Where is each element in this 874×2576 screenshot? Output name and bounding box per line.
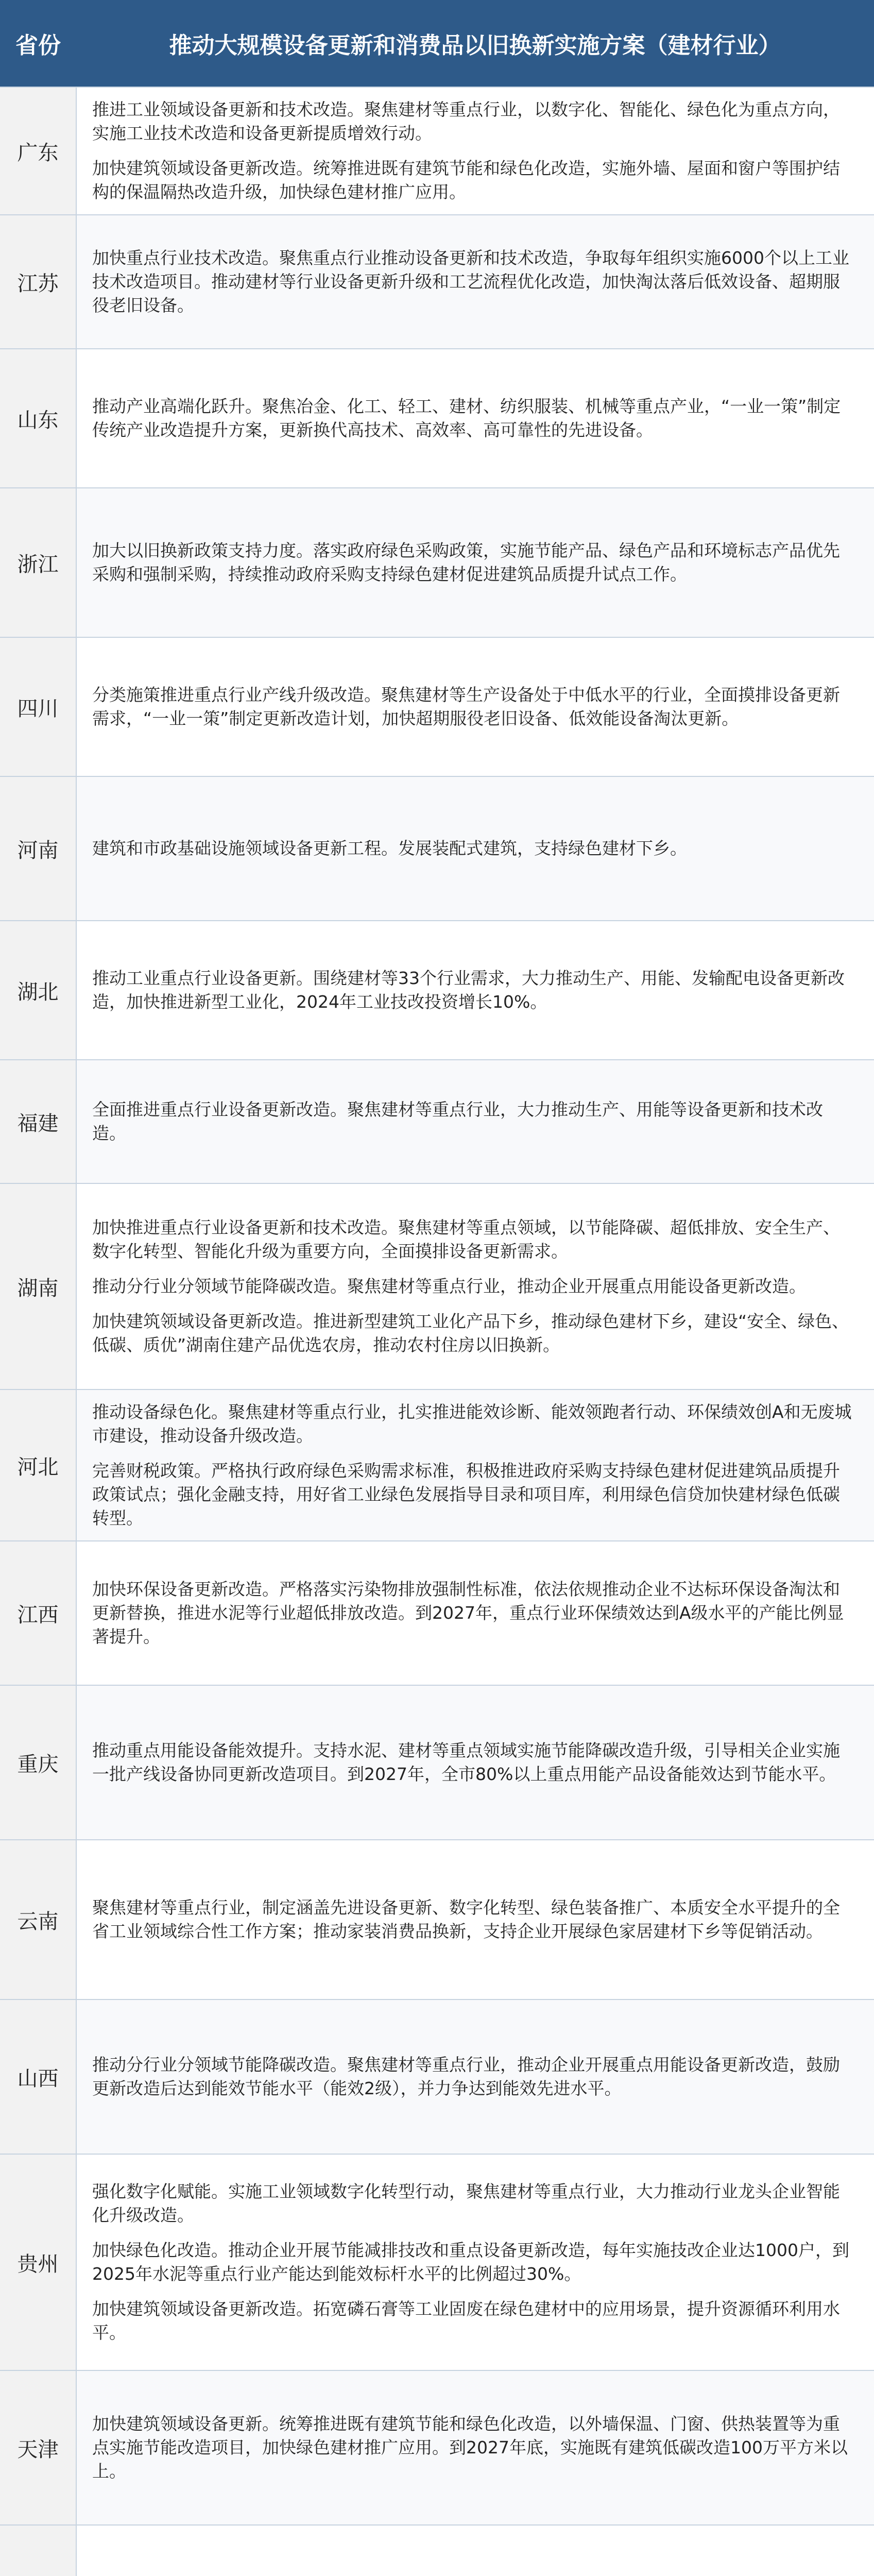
province-cell: 浙江 [0,488,76,637]
policy-paragraph: 加快建筑领域设备更新改造。推进新型建筑工业化产品下乡，推动绿色建材下乡，建设“安全、绿色、低碳、质优”湖南住建产品优选农房，推动农村住房以旧换新。 [92,1311,849,1355]
province-cell: 山西 [0,1999,76,2154]
table-row [0,488,874,637]
policy-paragraph: 加快建筑领域设备更新改造。拓宽磷石膏等工业固废在绿色建材中的应用场景，提升资源循环利用水平。 [92,2299,840,2343]
table-row [0,2525,874,2576]
policy-paragraph: 推进工业领域设备更新和技术改造。聚焦建材等重点行业，以数字化、智能化、绿色化为重点方向，实施工业技术改造和设备更新提质增效行动。 [92,99,840,143]
policy-paragraph: 建筑和市政基础设施领域设备更新工程。发展装配式建筑，支持绿色建材下乡。 [92,838,687,858]
policy-content-cell [76,1840,874,1999]
policy-paragraph: 推动分行业分领域节能降碳改造。聚焦建材等重点行业，推动企业开展重点用能设备更新改造。 [92,1276,806,1296]
table-header [0,0,874,87]
policy-paragraph: 完善财税政策。严格执行政府绿色采购需求标准，积极推进政府采购支持绿色建材促进建筑品质提升政策试点；强化金融支持，用好省工业绿色发展指导目录和项目库，利用绿色信贷加快建材绿色低碳转型。 [92,1461,840,1528]
policy-paragraph: 强化数字化赋能。实施工业领域数字化转型行动，聚焦建材等重点行业，大力推动行业龙头企业智能化升级改造。 [92,2181,840,2225]
policy-paragraph: 推动设备绿色化。聚焦建材等重点行业，扎实推进能效诊断、能效领跑者行动、环保绩效创A和无废城市建设，推动设备升级改造。 [92,1402,852,1446]
province-cell: 江苏 [0,215,76,349]
policy-content-cell [76,215,874,349]
table-row [0,921,874,1060]
policy-content-cell [76,1060,874,1183]
header-content: 推动大规模设备更新和消费品以旧换新实施方案（建材行业） [76,0,874,87]
policy-paragraph: 聚焦建材等重点行业，制定涵盖先进设备更新、数字化转型、绿色装备推广、本质安全水平提升的全省工业领域综合性工作方案；推动家装消费品换新，支持企业开展绿色家居建材下乡等促销活动。 [92,1897,840,1941]
policy-paragraph: 加快重点行业技术改造。聚焦重点行业推动设备更新和技术改造，争取每年组织实施6000个以上工业技术改造项目。推动建材等行业设备更新升级和工艺流程优化改造，加快淘汰落后低效设备、超期服役老旧设备。 [92,248,849,315]
table-row [0,637,874,776]
policy-content-cell [76,488,874,637]
table-row [0,776,874,921]
table-row [0,2154,874,2370]
province-cell: 江西 [0,1541,76,1685]
policy-content-cell [76,921,874,1060]
table-row [0,1389,874,1541]
province-cell: 河北 [0,1389,76,1541]
province-cell: 广东 [0,87,76,215]
policy-paragraph: 加快推进重点行业设备更新和技术改造。聚焦建材等重点领域，以节能降碳、超低排放、安全生产、数字化转型、智能化升级为重要方向，全面摸排设备更新需求。 [92,1217,840,1261]
province-cell: 湖北 [0,921,76,1060]
policy-content-cell [76,2370,874,2525]
policy-paragraph: 全面推进重点行业设备更新改造。聚焦建材等重点行业，大力推动生产、用能等设备更新和技术改造。 [92,1099,823,1143]
policy-paragraph: 加快建筑领域设备更新。统筹推进既有建筑节能和绿色化改造，以外墙保温、门窗、供热装置等为重点实施节能改造项目，加快绿色建材推广应用。到2027年底，实施既有建筑低碳改造100万平方米以上。 [92,2414,848,2481]
province-cell: 四川 [0,637,76,776]
policy-content-cell [76,1541,874,1685]
table-row [0,1541,874,1685]
table-row [0,215,874,349]
province-cell: 云南 [0,1840,76,1999]
policy-paragraph: 加快绿色化改造。推动企业开展节能减排技改和重点设备更新改造，每年实施技改企业达1000户，到2025年水泥等重点行业产能达到能效标杆水平的比例超过30%。 [92,2240,849,2284]
table-row [0,87,874,215]
policy-content-cell [76,637,874,776]
province-cell: 重庆 [0,1685,76,1840]
province-cell: 山东 [0,349,76,488]
table-row [0,349,874,488]
policy-paragraph: 分类施策推进重点行业产线升级改造。聚焦建材等生产设备处于中低水平的行业，全面摸排设备更新需求，“一业一策”制定更新改造计划，加快超期服役老旧设备、低效能设备淘汰更新。 [92,685,840,728]
table-row [0,1685,874,1840]
province-cell [0,2525,76,2576]
policy-paragraph: 推动重点用能设备能效提升。支持水泥、建材等重点领域实施节能降碳改造升级，引导相关企业实施一批产线设备协同更新改造项目。到2027年，全市80%以上重点用能产品设备能效达到节能水平。 [92,1740,840,1784]
policy-paragraph: 加大以旧换新政策支持力度。落实政府绿色采购政策，实施节能产品、绿色产品和环境标志产品优先采购和强制采购，持续推动政府采购支持绿色建材促进建筑品质提升试点工作。 [92,540,840,584]
policy-content-cell [76,1183,874,1389]
table-body [0,87,874,2576]
policy-content-cell [76,776,874,921]
province-cell: 天津 [0,2370,76,2525]
policy-paragraph: 加快建筑领域设备更新改造。统筹推进既有建筑节能和绿色化改造，实施外墙、屋面和窗户等围护结构的保温隔热改造升级，加快绿色建材推广应用。 [92,158,840,202]
table-row [0,1840,874,1999]
province-cell: 福建 [0,1060,76,1183]
policy-content-cell [76,1685,874,1840]
table-row [0,1060,874,1183]
policy-paragraph: 推动分行业分领域节能降碳改造。聚焦建材等重点行业，推动企业开展重点用能设备更新改造，鼓励更新改造后达到能效节能水平（能效2级），并力争达到能效先进水平。 [92,2055,840,2098]
header-province: 省份 [0,0,76,87]
province-cell: 河南 [0,776,76,921]
policy-content-cell [76,87,874,215]
header-row [0,0,874,87]
table-row [0,1999,874,2154]
province-cell: 贵州 [0,2154,76,2370]
policy-content-cell [76,349,874,488]
table-row [0,1183,874,1389]
policy-content-cell [76,1389,874,1541]
policy-content-cell [76,2154,874,2370]
province-cell: 湖南 [0,1183,76,1389]
policy-paragraph: 加快环保设备更新改造。严格落实污染物排放强制性标准，依法依规推动企业不达标环保设备淘汰和更新替换，推进水泥等行业超低排放改造。到2027年，重点行业环保绩效达到A级水平的产能比例显著提升。 [92,1579,844,1647]
policy-content-cell [76,1999,874,2154]
policy-content-cell [76,2525,874,2576]
table-row [0,2370,874,2525]
policy-paragraph: 推动工业重点行业设备更新。围绕建材等33个行业需求，大力推动生产、用能、发输配电设备更新改造，加快推进新型工业化，2024年工业技改投资增长10%。 [92,968,845,1012]
policy-paragraph: 推动产业高端化跃升。聚焦冶金、化工、轻工、建材、纺织服装、机械等重点产业，“一业一策”制定传统产业改造提升方案，更新换代高技术、高效率、高可靠性的先进设备。 [92,396,841,440]
